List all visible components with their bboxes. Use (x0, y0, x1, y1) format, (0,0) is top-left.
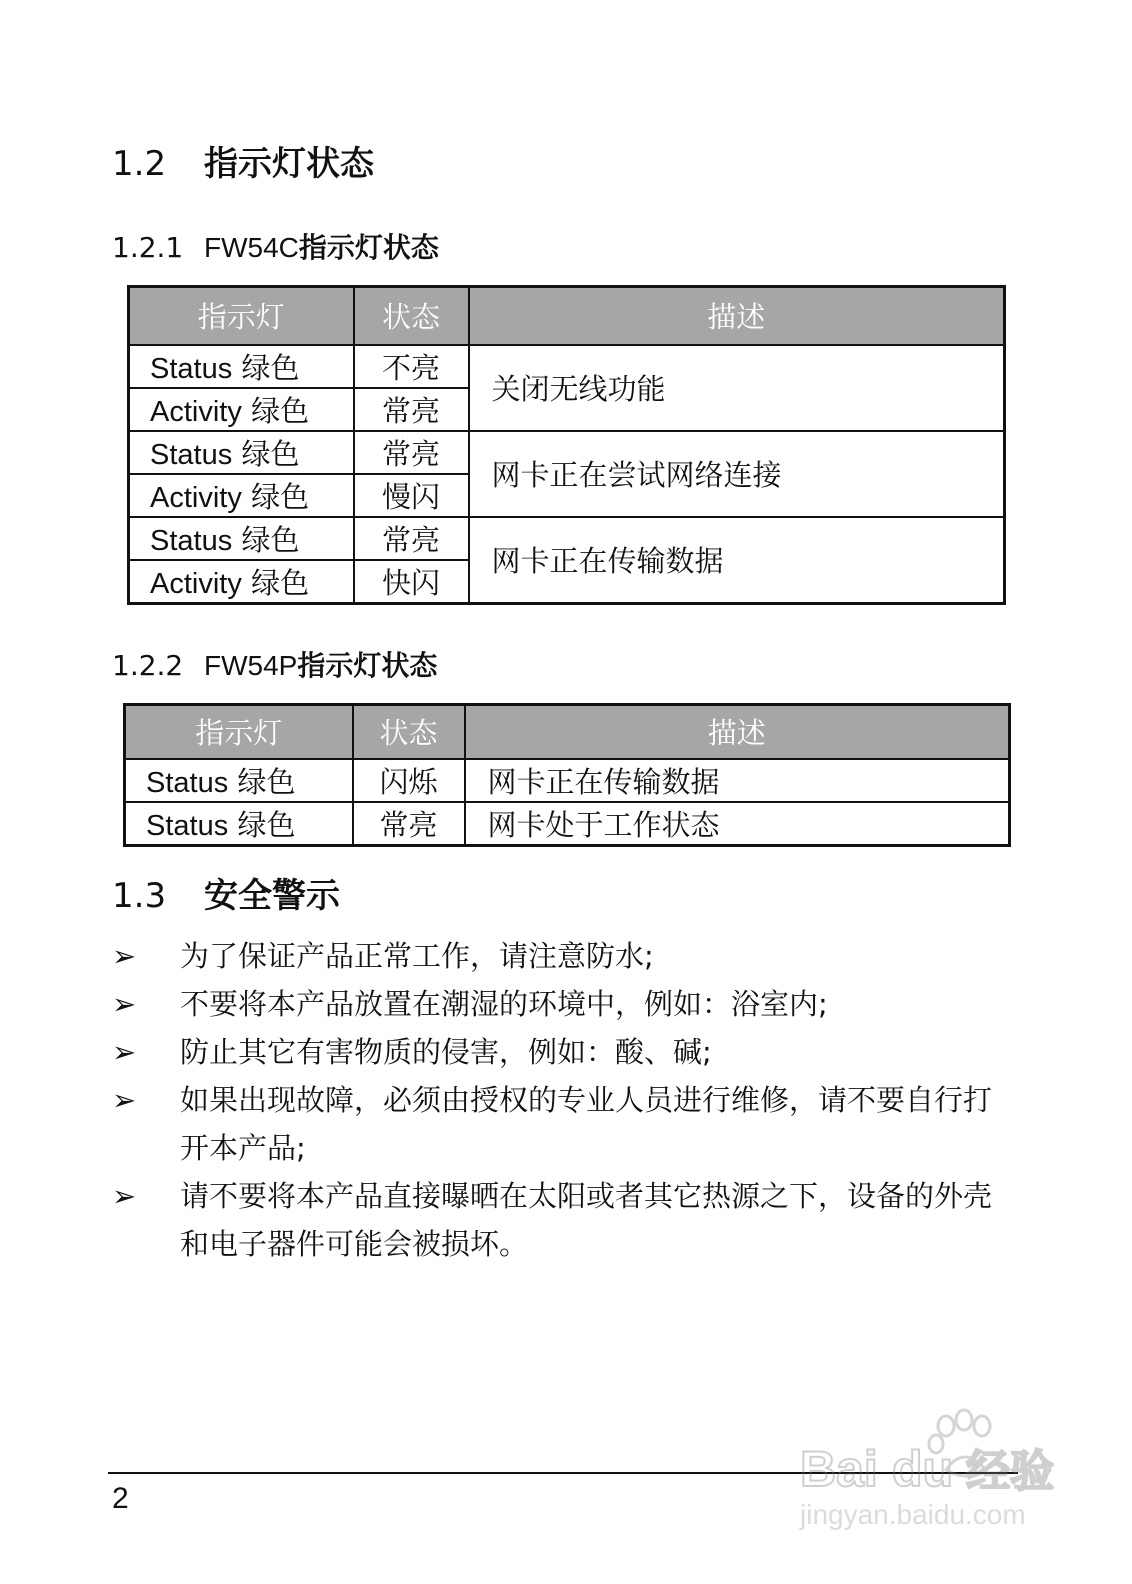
indicator-cell: Activity 绿色 (129, 474, 354, 517)
indicator-cell: Status 绿色 (125, 759, 353, 802)
svg-text:du: du (892, 1441, 954, 1497)
section-number: 1.3 (112, 876, 167, 916)
indicator-cell: Activity 绿色 (129, 560, 354, 604)
table-row (129, 517, 1005, 560)
state-cell: 常亮 (354, 517, 469, 560)
baidu-jingyan-watermark-logo (796, 1400, 1066, 1530)
fw54c-indicator-table (127, 285, 1006, 605)
arrow-bullet-icon: ➢ (112, 1083, 137, 1117)
table-row (129, 431, 1005, 474)
header-description: 描述 (465, 705, 1010, 759)
description-cell: 网卡正在传输数据 (469, 517, 1005, 604)
table-row (125, 802, 1010, 846)
subsection-title: 指示灯状态 (297, 649, 438, 682)
svg-text:经验: 经验 (966, 1446, 1054, 1497)
arrow-bullet-icon: ➢ (112, 987, 137, 1021)
list-item: ➢ 如果出现故障，必须由授权的专业人员进行维修，请不要自行打开本产品; (112, 1076, 1012, 1172)
state-cell: 常亮 (354, 431, 469, 474)
table-row (129, 345, 1005, 388)
indicator-cell: Status 绿色 (125, 802, 353, 846)
subsection-number: 1.2.2 (112, 649, 184, 682)
arrow-bullet-icon: ➢ (112, 1179, 137, 1213)
list-item: ➢ 防止其它有害物质的侵害，例如：酸、碱; (112, 1028, 1012, 1076)
state-cell: 常亮 (354, 388, 469, 431)
svg-text:jingyan.baidu.com: jingyan.baidu.com (800, 1499, 1026, 1530)
header-description: 描述 (469, 287, 1005, 345)
list-item: ➢ 不要将本产品放置在潮湿的环境中，例如：浴室内; (112, 980, 1012, 1028)
table-header-row (129, 287, 1005, 345)
state-cell: 常亮 (353, 802, 465, 846)
header-state: 状态 (353, 705, 465, 759)
header-indicator: 指示灯 (129, 287, 354, 345)
table-row (125, 759, 1010, 802)
section-number: 1.2 (112, 144, 167, 184)
section-heading-1-2 (112, 136, 374, 185)
subsection-heading-1-2-1 (112, 226, 439, 266)
fw54p-indicator-table (123, 703, 1011, 847)
model-name: FW54P (204, 650, 298, 681)
safety-warning-list (112, 932, 1012, 1268)
subsection-number: 1.2.1 (112, 231, 184, 264)
table-header-row (125, 705, 1010, 759)
description-cell: 网卡处于工作状态 (465, 802, 1010, 846)
list-item: ➢ 请不要将本产品直接曝晒在太阳或者其它热源之下，设备的外壳和电子器件可能会被损坏。 (112, 1172, 1012, 1268)
subsection-heading-1-2-2 (112, 644, 437, 684)
state-cell: 慢闪 (354, 474, 469, 517)
section-title: 指示灯状态 (204, 144, 374, 184)
indicator-cell: Activity 绿色 (129, 388, 354, 431)
subsection-title: 指示灯状态 (298, 231, 439, 264)
indicator-cell: Status 绿色 (129, 517, 354, 560)
header-state: 状态 (354, 287, 469, 345)
state-cell: 快闪 (354, 560, 469, 604)
description-cell: 网卡正在传输数据 (465, 759, 1010, 802)
page-number: 2 (112, 1482, 129, 1515)
description-cell: 网卡正在尝试网络连接 (469, 431, 1005, 517)
indicator-cell: Status 绿色 (129, 345, 354, 388)
header-indicator: 指示灯 (125, 705, 353, 759)
description-cell: 关闭无线功能 (469, 345, 1005, 431)
svg-text:Bai: Bai (800, 1441, 878, 1497)
state-cell: 不亮 (354, 345, 469, 388)
indicator-cell: Status 绿色 (129, 431, 354, 474)
arrow-bullet-icon: ➢ (112, 939, 137, 973)
model-name: FW54C (204, 232, 299, 263)
section-heading-1-3 (112, 868, 340, 917)
state-cell: 闪烁 (353, 759, 465, 802)
section-title: 安全警示 (204, 876, 340, 916)
list-item: ➢ 为了保证产品正常工作，请注意防水; (112, 932, 1012, 980)
arrow-bullet-icon: ➢ (112, 1035, 137, 1069)
